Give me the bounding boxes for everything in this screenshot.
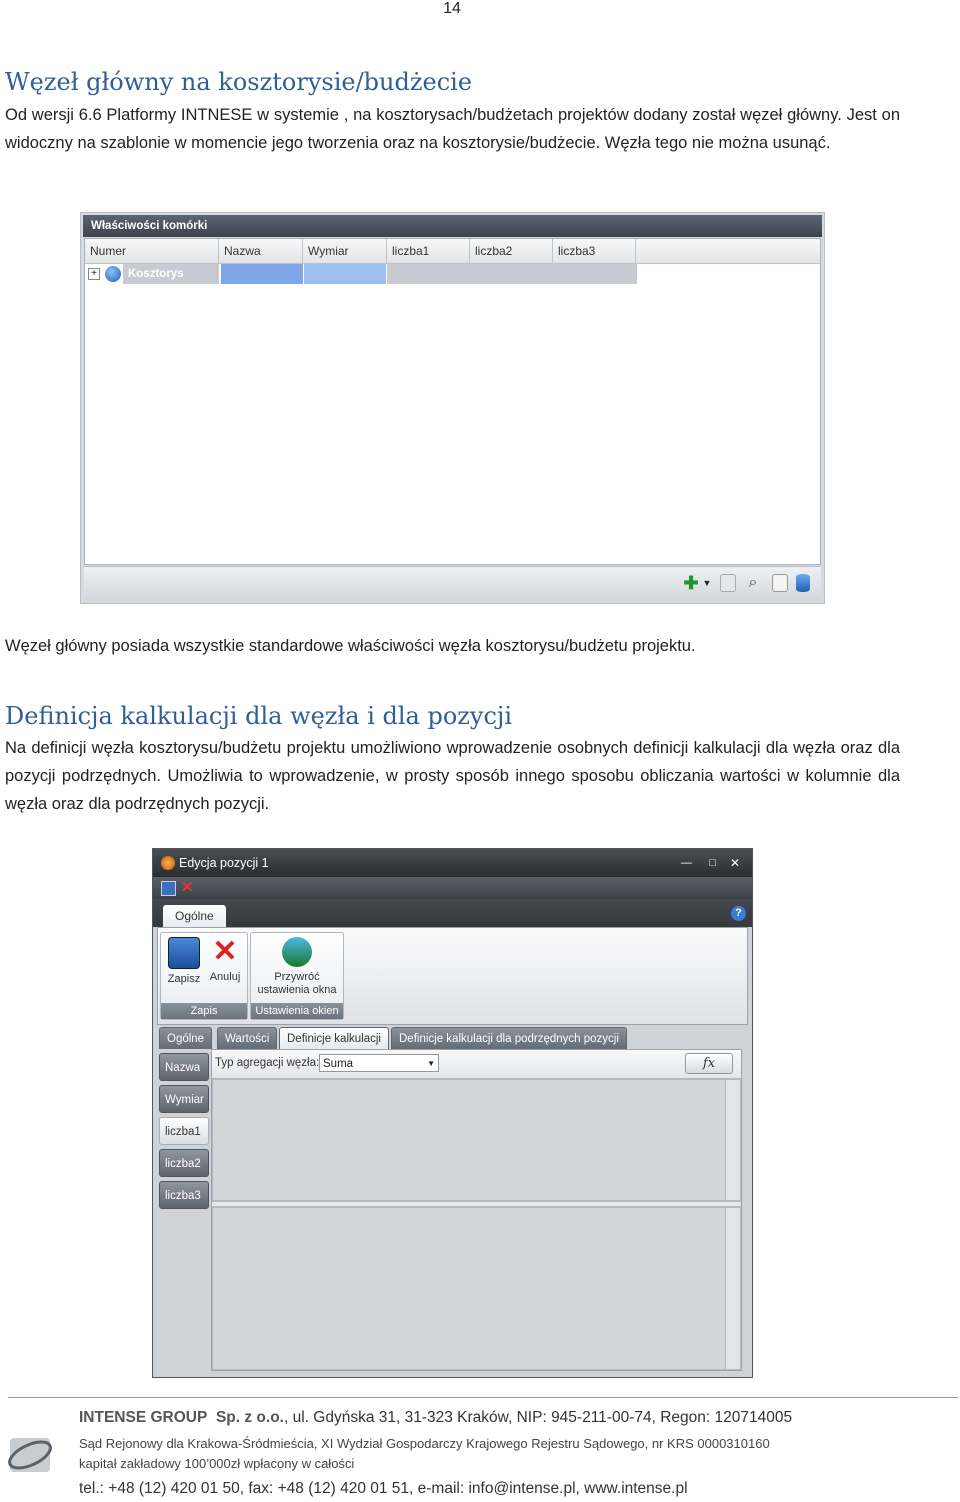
panel-title: Właściwości komórki	[83, 215, 822, 237]
ribbon-tabs	[153, 899, 752, 927]
selected-cell[interactable]	[221, 264, 303, 284]
footer-court: Sąd Rejonowy dla Krakowa-Śródmieścia, XI Wydział Gospodarczy Krajowego Rejestru Sądowego, nr KRS 0000310160	[79, 1436, 770, 1451]
preview-pane[interactable]	[212, 1207, 741, 1370]
window-titlebar	[153, 849, 752, 877]
side-item-name[interactable]: Nazwa	[159, 1053, 209, 1081]
formula-editor-pane[interactable]	[212, 1079, 741, 1201]
section2-heading: Definicja kalkulacji dla węzła i dla pozycji	[5, 702, 513, 730]
section1-caption: Węzeł główny posiada wszystkie standardowe właściwości węzła kosztorysu/budżetu projektu.	[5, 637, 696, 655]
edit-position-window	[152, 848, 753, 1378]
save-icon	[168, 937, 200, 969]
side-item-liczba2[interactable]: liczba2	[159, 1149, 209, 1177]
ribbon	[157, 927, 748, 1025]
column-list	[157, 1049, 209, 1371]
column-header[interactable]: Numer	[85, 239, 219, 263]
section1-heading: Węzeł główny na kosztorysie/budżecie	[5, 68, 473, 96]
scrollbar[interactable]	[725, 1208, 740, 1369]
maximize-button[interactable]: □	[709, 857, 716, 869]
footer-capital: kapitał zakładowy 100’000zł wpłacony w całości	[79, 1456, 355, 1471]
save-icon[interactable]	[161, 881, 176, 896]
footer-contact: tel.: +48 (12) 420 01 50, fax: +48 (12) 420 01 51, e-mail: info@intense.pl, www.intense.pl	[79, 1480, 688, 1497]
side-item-liczba1[interactable]: liczba1	[159, 1117, 209, 1145]
root-node-label[interactable]: Kosztorys	[123, 264, 219, 284]
database-icon[interactable]	[796, 574, 810, 592]
formula-button[interactable]: fx	[685, 1053, 733, 1074]
column-header[interactable]: liczba2	[470, 239, 553, 263]
side-item-dimension[interactable]: Wymiar	[159, 1085, 209, 1113]
app-logo-icon	[161, 856, 175, 870]
document-icon[interactable]	[772, 574, 788, 592]
restore-icon	[282, 937, 312, 967]
restore-window-settings-button[interactable]	[253, 937, 341, 997]
footer-divider	[8, 1397, 958, 1398]
calculation-editor	[211, 1049, 742, 1371]
cancel-button[interactable]	[205, 937, 245, 983]
panel-toolbar	[84, 566, 821, 600]
cancel-icon: ✕	[212, 935, 238, 968]
group-label: Ustawienia okien	[251, 1003, 343, 1019]
tab-calculation-definitions[interactable]: Definicje kalkulacji	[279, 1027, 389, 1049]
grid-header	[85, 239, 820, 264]
scrollbar[interactable]	[725, 1080, 740, 1200]
expand-icon[interactable]: +	[88, 268, 100, 280]
tab-values[interactable]: Wartości	[217, 1027, 277, 1049]
properties-grid	[84, 238, 821, 565]
side-item-liczba3[interactable]: liczba3	[159, 1181, 209, 1209]
column-header[interactable]: Wymiar	[303, 239, 387, 263]
copy-icon[interactable]	[720, 574, 736, 592]
column-header[interactable]: liczba3	[553, 239, 636, 263]
group-label: Zapis	[161, 1003, 247, 1019]
quick-access-toolbar	[153, 877, 752, 899]
company-address: , ul. Gdyńska 31, 31-323 Kraków, NIP: 945-211-00-74, Regon: 120714005	[283, 1409, 793, 1426]
cancel-icon[interactable]: ✕	[181, 879, 194, 896]
detail-tabs	[157, 1027, 748, 1049]
tab-child-calculation-definitions[interactable]: Definicje kalkulacji dla podrzędnych pozycji	[391, 1027, 627, 1049]
company-logo-icon	[6, 1432, 54, 1476]
group-save	[160, 932, 248, 1020]
page-number: 14	[443, 0, 461, 17]
group-window-settings	[250, 932, 344, 1020]
section1-paragraph: Od wersji 6.6 Platformy INTNESE w systemie , na kosztorysach/budżetach projektów dodany został węzeł główny. Jest on widoczny na szablonie w momencie jego tworzenia oraz na kosztorysie/budżecie. Węzła tego nie można usunąć.	[5, 106, 900, 152]
save-button[interactable]	[165, 937, 203, 985]
tab-general[interactable]: Ogólne	[163, 905, 226, 927]
aggregation-label: Typ agregacji węzła:	[215, 1057, 320, 1069]
restore-button-label: Przywróć ustawienia okna	[257, 971, 337, 996]
column-header[interactable]: Nazwa	[219, 239, 303, 263]
save-button-label: Zapisz	[167, 973, 201, 985]
aggregation-select[interactable]	[319, 1054, 439, 1072]
chevron-down-icon: ▼	[427, 1059, 435, 1068]
cancel-button-label: Anuluj	[209, 971, 241, 983]
footer-company-line	[79, 1409, 792, 1427]
grid-cell[interactable]	[304, 264, 386, 284]
window-title: Edycja pozycji 1	[179, 856, 269, 870]
column-header[interactable]: liczba1	[387, 239, 470, 263]
add-icon[interactable]: ✚	[683, 573, 699, 593]
company-name: INTENSE GROUP	[79, 1409, 208, 1426]
cell-properties-screenshot	[80, 212, 825, 604]
minimize-button[interactable]: —	[681, 857, 692, 869]
grid-cell[interactable]	[387, 264, 637, 284]
dropdown-arrow-icon[interactable]: ▼	[702, 578, 712, 588]
close-button[interactable]: ✕	[729, 856, 740, 870]
table-row[interactable]	[85, 264, 820, 284]
aggregation-value: Suma	[323, 1058, 354, 1070]
search-icon[interactable]: ⌕	[748, 574, 758, 591]
help-icon[interactable]: ?	[731, 906, 746, 921]
company-suffix: Sp. z o.o.	[215, 1409, 284, 1426]
section2-paragraph: Na definicji węzła kosztorysu/budżetu projektu umożliwiono wprowadzenie osobnych definicji kalkulacji dla węzła oraz dla pozycji podrzędnych. Umożliwia to wprowadzenie, w prosty sposób innego sposobu obliczania wartości w kolumnie dla węzła oraz dla podrzędnych pozycji.	[5, 739, 900, 813]
globe-icon	[105, 266, 121, 282]
editor-toolbar	[212, 1050, 741, 1079]
tab-general[interactable]: Ogólne	[159, 1027, 212, 1049]
